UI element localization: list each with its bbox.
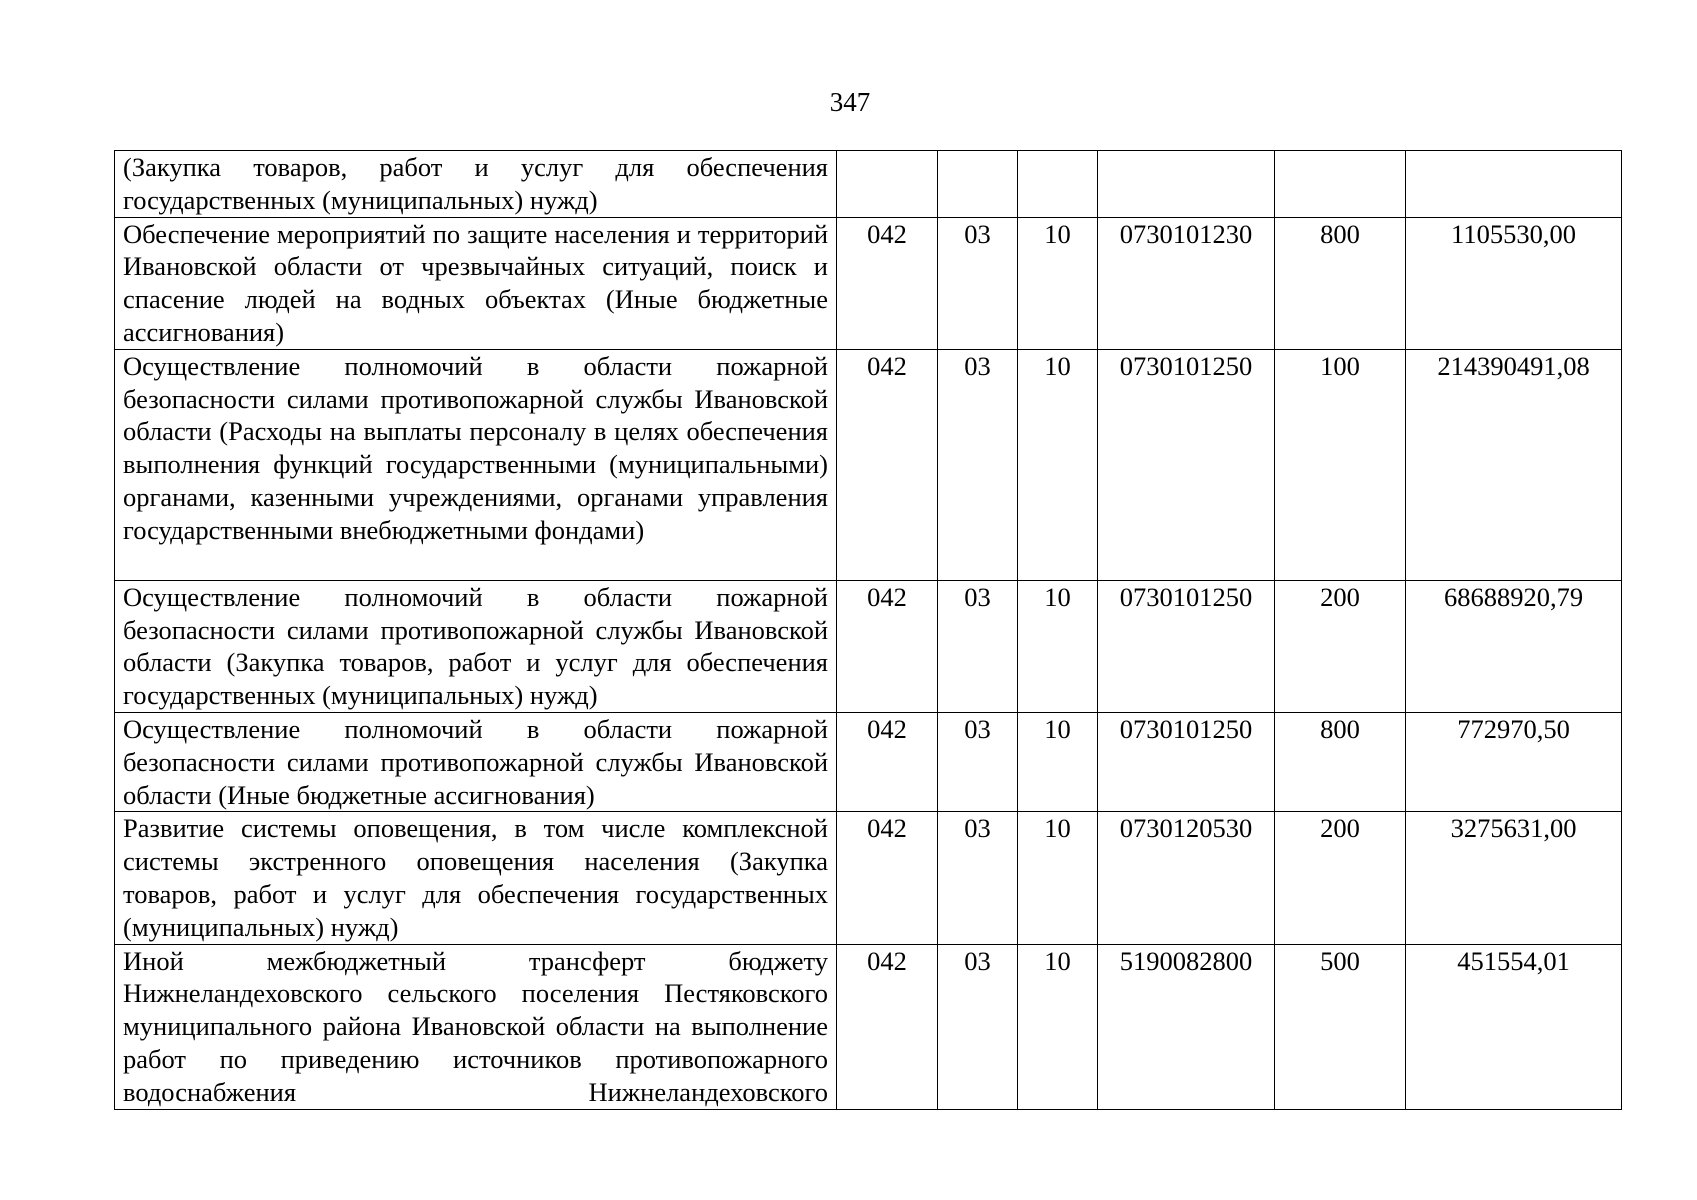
amount: 772970,50 <box>1406 712 1622 811</box>
expense-type-code: 800 <box>1275 217 1406 349</box>
amount <box>1406 151 1622 218</box>
expense-type-code: 200 <box>1275 812 1406 944</box>
subsection-code: 10 <box>1018 217 1098 349</box>
budget-table <box>114 150 1622 1110</box>
amount: 1105530,00 <box>1406 217 1622 349</box>
row-description: Осуществление полномочий в области пожарной безопасности силами противопожарной службы Ивановской области (Закупка товаров, работ и услуг для обеспечения государственных (муниципальных) нужд) <box>115 580 837 712</box>
target-article-code: 0730101250 <box>1098 580 1275 712</box>
ministry-code: 042 <box>837 812 938 944</box>
section-code: 03 <box>938 580 1018 712</box>
expense-type-code: 500 <box>1275 944 1406 1109</box>
target-article-code: 0730101250 <box>1098 349 1275 580</box>
expense-type-code: 200 <box>1275 580 1406 712</box>
ministry-code: 042 <box>837 712 938 811</box>
target-article-code: 0730101250 <box>1098 712 1275 811</box>
subsection-code: 10 <box>1018 580 1098 712</box>
ministry-code: 042 <box>837 349 938 580</box>
ministry-code: 042 <box>837 944 938 1109</box>
ministry-code <box>837 151 938 218</box>
table-row <box>115 151 1622 218</box>
amount: 214390491,08 <box>1406 349 1622 580</box>
target-article-code: 5190082800 <box>1098 944 1275 1109</box>
target-article-code: 0730120530 <box>1098 812 1275 944</box>
table-row <box>115 812 1622 944</box>
section-code: 03 <box>938 944 1018 1109</box>
section-code: 03 <box>938 349 1018 580</box>
section-code: 03 <box>938 812 1018 944</box>
subsection-code: 10 <box>1018 944 1098 1109</box>
expense-type-code: 800 <box>1275 712 1406 811</box>
page-number: 347 <box>829 87 871 117</box>
ministry-code: 042 <box>837 217 938 349</box>
table-row <box>115 944 1622 1109</box>
subsection-code: 10 <box>1018 712 1098 811</box>
table-row <box>115 349 1622 580</box>
table-row <box>115 712 1622 811</box>
amount: 68688920,79 <box>1406 580 1622 712</box>
row-description: Осуществление полномочий в области пожарной безопасности силами противопожарной службы Ивановской области (Расходы на выплаты персоналу в целях обеспечения выполнения функций государственными (муниципальными) органами, казенными учреждениями, органами управления государственными внебюджетными фондами) <box>115 349 837 580</box>
target-article-code <box>1098 151 1275 218</box>
subsection-code <box>1018 151 1098 218</box>
expense-type-code: 100 <box>1275 349 1406 580</box>
subsection-code: 10 <box>1018 349 1098 580</box>
target-article-code: 0730101230 <box>1098 217 1275 349</box>
ministry-code: 042 <box>837 580 938 712</box>
table-row <box>115 217 1622 349</box>
section-code <box>938 151 1018 218</box>
section-code: 03 <box>938 712 1018 811</box>
row-description: Осуществление полномочий в области пожарной безопасности силами противопожарной службы Ивановской области (Иные бюджетные ассигнования) <box>115 712 837 811</box>
subsection-code: 10 <box>1018 812 1098 944</box>
amount: 3275631,00 <box>1406 812 1622 944</box>
table-row <box>115 580 1622 712</box>
row-description: Иной межбюджетный трансферт бюджету Нижнеландеховского сельского поселения Пестяковского муниципального района Ивановской области на выполнение работ по приведению источников противопожарного водоснабжения Нижнеландеховского <box>115 944 837 1109</box>
section-code: 03 <box>938 217 1018 349</box>
amount: 451554,01 <box>1406 944 1622 1109</box>
row-description: Обеспечение мероприятий по защите населения и территорий Ивановской области от чрезвычайных ситуаций, поиск и спасение людей на водных объектах (Иные бюджетные ассигнования) <box>115 217 837 349</box>
row-description: Развитие системы оповещения, в том числе комплексной системы экстренного оповещения населения (Закупка товаров, работ и услуг для обеспечения государственных (муниципальных) нужд) <box>115 812 837 944</box>
expense-type-code <box>1275 151 1406 218</box>
row-description: (Закупка товаров, работ и услуг для обеспечения государственных (муниципальных) нужд) <box>115 151 837 218</box>
